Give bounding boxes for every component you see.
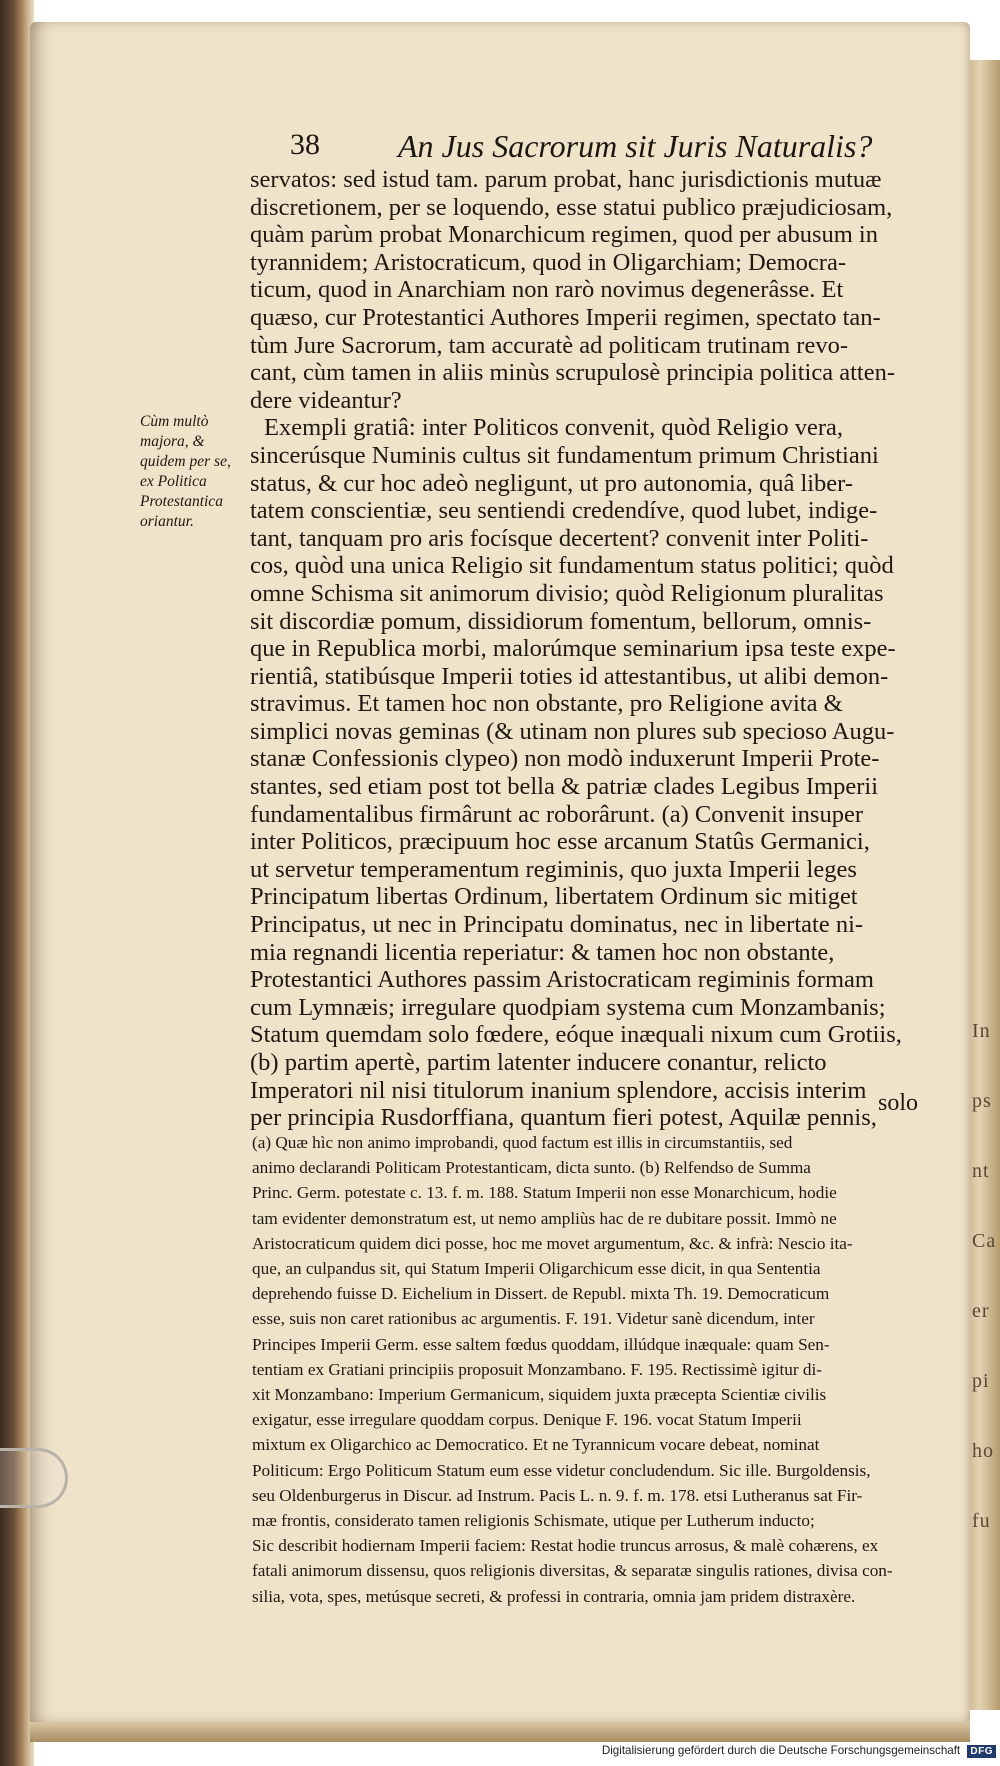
- facing-page-edge: [966, 60, 1000, 1710]
- running-header: [290, 128, 910, 168]
- text-line: dere videantur?: [250, 386, 402, 414]
- text-line: ut servetur temperamentum regiminis, quo juxta Imperii leges: [250, 855, 857, 883]
- footnote-line: seu Oldenburgerus in Discur. ad Instrum. Pacis L. n. 9. f. m. 178. etsi Lutheranus sat Fir-: [252, 1485, 863, 1505]
- footnote-line: Aristocraticum quidem dici posse, hoc me movet argumentum, &c. & infrà: Nescio ita-: [252, 1233, 853, 1253]
- footnote-line: animo declarandi Politicam Protestanticam, dicta sunto. (b) Relfendso de Summa: [252, 1158, 811, 1178]
- text-line: cum Lymnæis; irregulare quodpiam systema cum Monzambanis;: [250, 993, 886, 1021]
- text-line: quæso, cur Protestantici Authores Imperii regimen, spectato tan-: [250, 303, 881, 331]
- facing-page-fragment: fu: [972, 1510, 991, 1532]
- footnote-line: Sic describit hodiernam Imperii faciem: Restat hodie truncus arrosus, & malè cohærens, ex: [252, 1536, 879, 1556]
- footnotes: [252, 1130, 942, 1609]
- footnote-line: tam evidenter demonstratum est, ut nemo ampliùs hac de re dubitare possit. Immò ne: [252, 1208, 837, 1228]
- text-line: Principatum libertas Ordinum, libertatem Ordinum sic mitiget: [250, 883, 858, 911]
- margin-note-line: Protestantica: [140, 493, 223, 510]
- text-line: tant, tanquam pro aris focísque decertent? convenit inter Politi-: [250, 524, 869, 552]
- text-line: Statum quemdam solo fœdere, eóque inæquali nixum cum Grotiis,: [250, 1021, 902, 1049]
- text-line: stanæ Confessionis clypeo) non modò induxerunt Imperii Prote-: [250, 745, 880, 773]
- text-line: Exempli gratiâ: inter Politicos convenit, quòd Religio vera,: [264, 414, 844, 442]
- footnote-line: Princ. Germ. potestate c. 13. f. m. 188. Statum Imperii non esse Monarchicum, hodie: [252, 1183, 837, 1203]
- margin-note-line: ex Politica: [140, 473, 207, 490]
- text-line: simplici novas geminas (& utinam non plures sub specioso Augu-: [250, 717, 895, 745]
- text-line: stantes, sed etiam post tot bella & patriæ clades Legibus Imperii: [250, 773, 879, 801]
- facing-page-fragment: In: [972, 1020, 991, 1042]
- digitization-credit: [600, 1744, 996, 1764]
- text-line: stravimus. Et tamen hoc non obstante, pro Religione avita &: [250, 690, 843, 718]
- text-line: status, & cur hoc adeò negligunt, ut pro autonomia, quâ liber-: [250, 469, 854, 497]
- text-line: mia regnandi licentia reperiatur: & tamen hoc non obstante,: [250, 938, 835, 966]
- footnote-line: que, an culpandus sit, qui Statum Imperii Oligarchicum esse dicit, in qua Sententia: [252, 1259, 821, 1279]
- dfg-logo: DFG: [967, 1745, 996, 1758]
- facing-page-fragment: nt: [972, 1160, 990, 1182]
- footnote-line: exigatur, esse irregulare quoddam corpus. Denique F. 196. vocat Statum Imperii: [252, 1410, 802, 1430]
- text-line: tyrannidem; Aristocraticum, quod in Oligarchiam; Democra-: [250, 248, 846, 276]
- facing-page-fragment: ps: [972, 1090, 992, 1112]
- main-text: [250, 166, 935, 1132]
- text-line: sincerúsque Numinis cultus sit fundamentum primum Christiani: [250, 441, 879, 469]
- footnote-line: fatali animorum dissensu, quos religionis diversitas, & separatæ singulis rationes, divisa con-: [252, 1561, 893, 1581]
- facing-page-fragment: er: [972, 1300, 990, 1322]
- text-line: tùm Jure Sacrorum, tam accuratè ad politicam trutinam revo-: [250, 331, 848, 359]
- text-line: tatem conscientiæ, seu sentiendi credendíve, quod lubet, indige-: [250, 497, 878, 525]
- text-line: per principia Rusdorffiana, quantum fieri potest, Aquilæ pennis,: [250, 1104, 877, 1132]
- text-line: ticum, quod in Anarchiam non rarò novimus degenerâsse. Et: [250, 276, 844, 304]
- text-line: discretionem, per se loquendo, esse statui publico præjudiciosam,: [250, 193, 893, 221]
- text-line: Principatus, ut nec in Principatu dominatus, nec in libertate ni-: [250, 911, 864, 939]
- margin-note-line: majora, &: [140, 433, 205, 450]
- text-line: Imperatori nil nisi titulorum inanium splendore, accisis interim: [250, 1076, 867, 1104]
- footnote-line: esse, suis non caret rationibus ac argumentis. F. 191. Videtur sanè dicendum, inter: [252, 1309, 815, 1329]
- text-line: Protestantici Authores passim Aristocraticam regiminis formam: [250, 966, 874, 994]
- footnote-line: tentiam ex Gratiani principiis proposuit Monzambano. F. 195. Rectissimè igitur di-: [252, 1359, 823, 1379]
- running-title: An Jus Sacrorum sit Juris Naturalis?: [398, 128, 873, 164]
- text-line: cos, quòd una unica Religio sit fundamentum status politici; quòd: [250, 552, 894, 580]
- footnote-line: xit Monzambano: Imperium Germanicum, siquidem juxta præcepta Scientiæ civilis: [252, 1385, 827, 1405]
- text-line: fundamentalibus firmârunt ac roborârunt. (a) Convenit insuper: [250, 800, 863, 828]
- footnote-line: Politicum: Ergo Politicum Statum eum esse videtur concludendum. Sic ille. Burgoldensis,: [252, 1460, 871, 1480]
- page-clip: [0, 1448, 68, 1508]
- text-line: quàm parùm probat Monarchicum regimen, quod per abusum in: [250, 221, 878, 249]
- text-line: inter Politicos, præcipuum hoc esse arcanum Statûs Germanici,: [250, 828, 870, 856]
- text-line: sit discordiæ pomum, dissidiorum fomentum, bellorum, omnis-: [250, 607, 872, 635]
- facing-page-fragment: pi: [972, 1370, 990, 1392]
- catchword: solo: [878, 1090, 919, 1116]
- text-line: rientiâ, statibúsque Imperii toties id attestantibus, ut alibi demon-: [250, 662, 889, 690]
- page-number: 38: [290, 128, 320, 161]
- footnote-line: mixtum ex Oligarchico ac Democratico. Et ne Tyrannicum vocare debeat, nominat: [252, 1435, 820, 1455]
- credit-text: Digitalisierung gefördert durch die Deutsche Forschungsgemeinschaft: [601, 1744, 961, 1757]
- margin-note-line: Cùm multò: [140, 413, 209, 430]
- footnote-line: (a) Quæ hìc non animo improbandi, quod factum est illis in circumstantiis, sed: [252, 1133, 793, 1152]
- marginal-note: [140, 412, 260, 532]
- page-bottom-edge: [30, 1722, 970, 1742]
- margin-note-line: oriantur.: [140, 513, 194, 530]
- margin-note-line: quidem per se,: [140, 453, 231, 470]
- footnote-line: silia, vota, spes, metúsque secreti, & professi in contraria, omnia jam pridem distraxère.: [252, 1586, 856, 1606]
- text-line: (b) partim apertè, partim latenter inducere conantur, relicto: [250, 1049, 827, 1076]
- footnote-line: Principes Imperii Germ. esse saltem fœdus quoddam, illúdque inæquale: quam Sen-: [252, 1334, 830, 1354]
- footnote-line: mæ frontis, considerato tamen religionis Schismate, utique per Lutherum inducto;: [252, 1511, 815, 1531]
- facing-page-fragment: Ca: [972, 1230, 997, 1252]
- facing-page-fragment: ho: [972, 1440, 994, 1462]
- text-line: cant, cùm tamen in aliis minùs scrupulosè principia politica atten-: [250, 359, 895, 387]
- footnote-line: deprehendo fuisse D. Eichelium in Dissert. de Republ. mixta Th. 19. Democraticum: [252, 1284, 830, 1304]
- text-line: omne Schisma sit animorum divisio; quòd Religionum pluralitas: [250, 579, 884, 607]
- text-line: que in Republica morbi, malorúmque seminarium ipsa teste expe-: [250, 635, 896, 663]
- text-line: servatos: sed istud tam. parum probat, hanc jurisdictionis mutuæ: [250, 166, 882, 193]
